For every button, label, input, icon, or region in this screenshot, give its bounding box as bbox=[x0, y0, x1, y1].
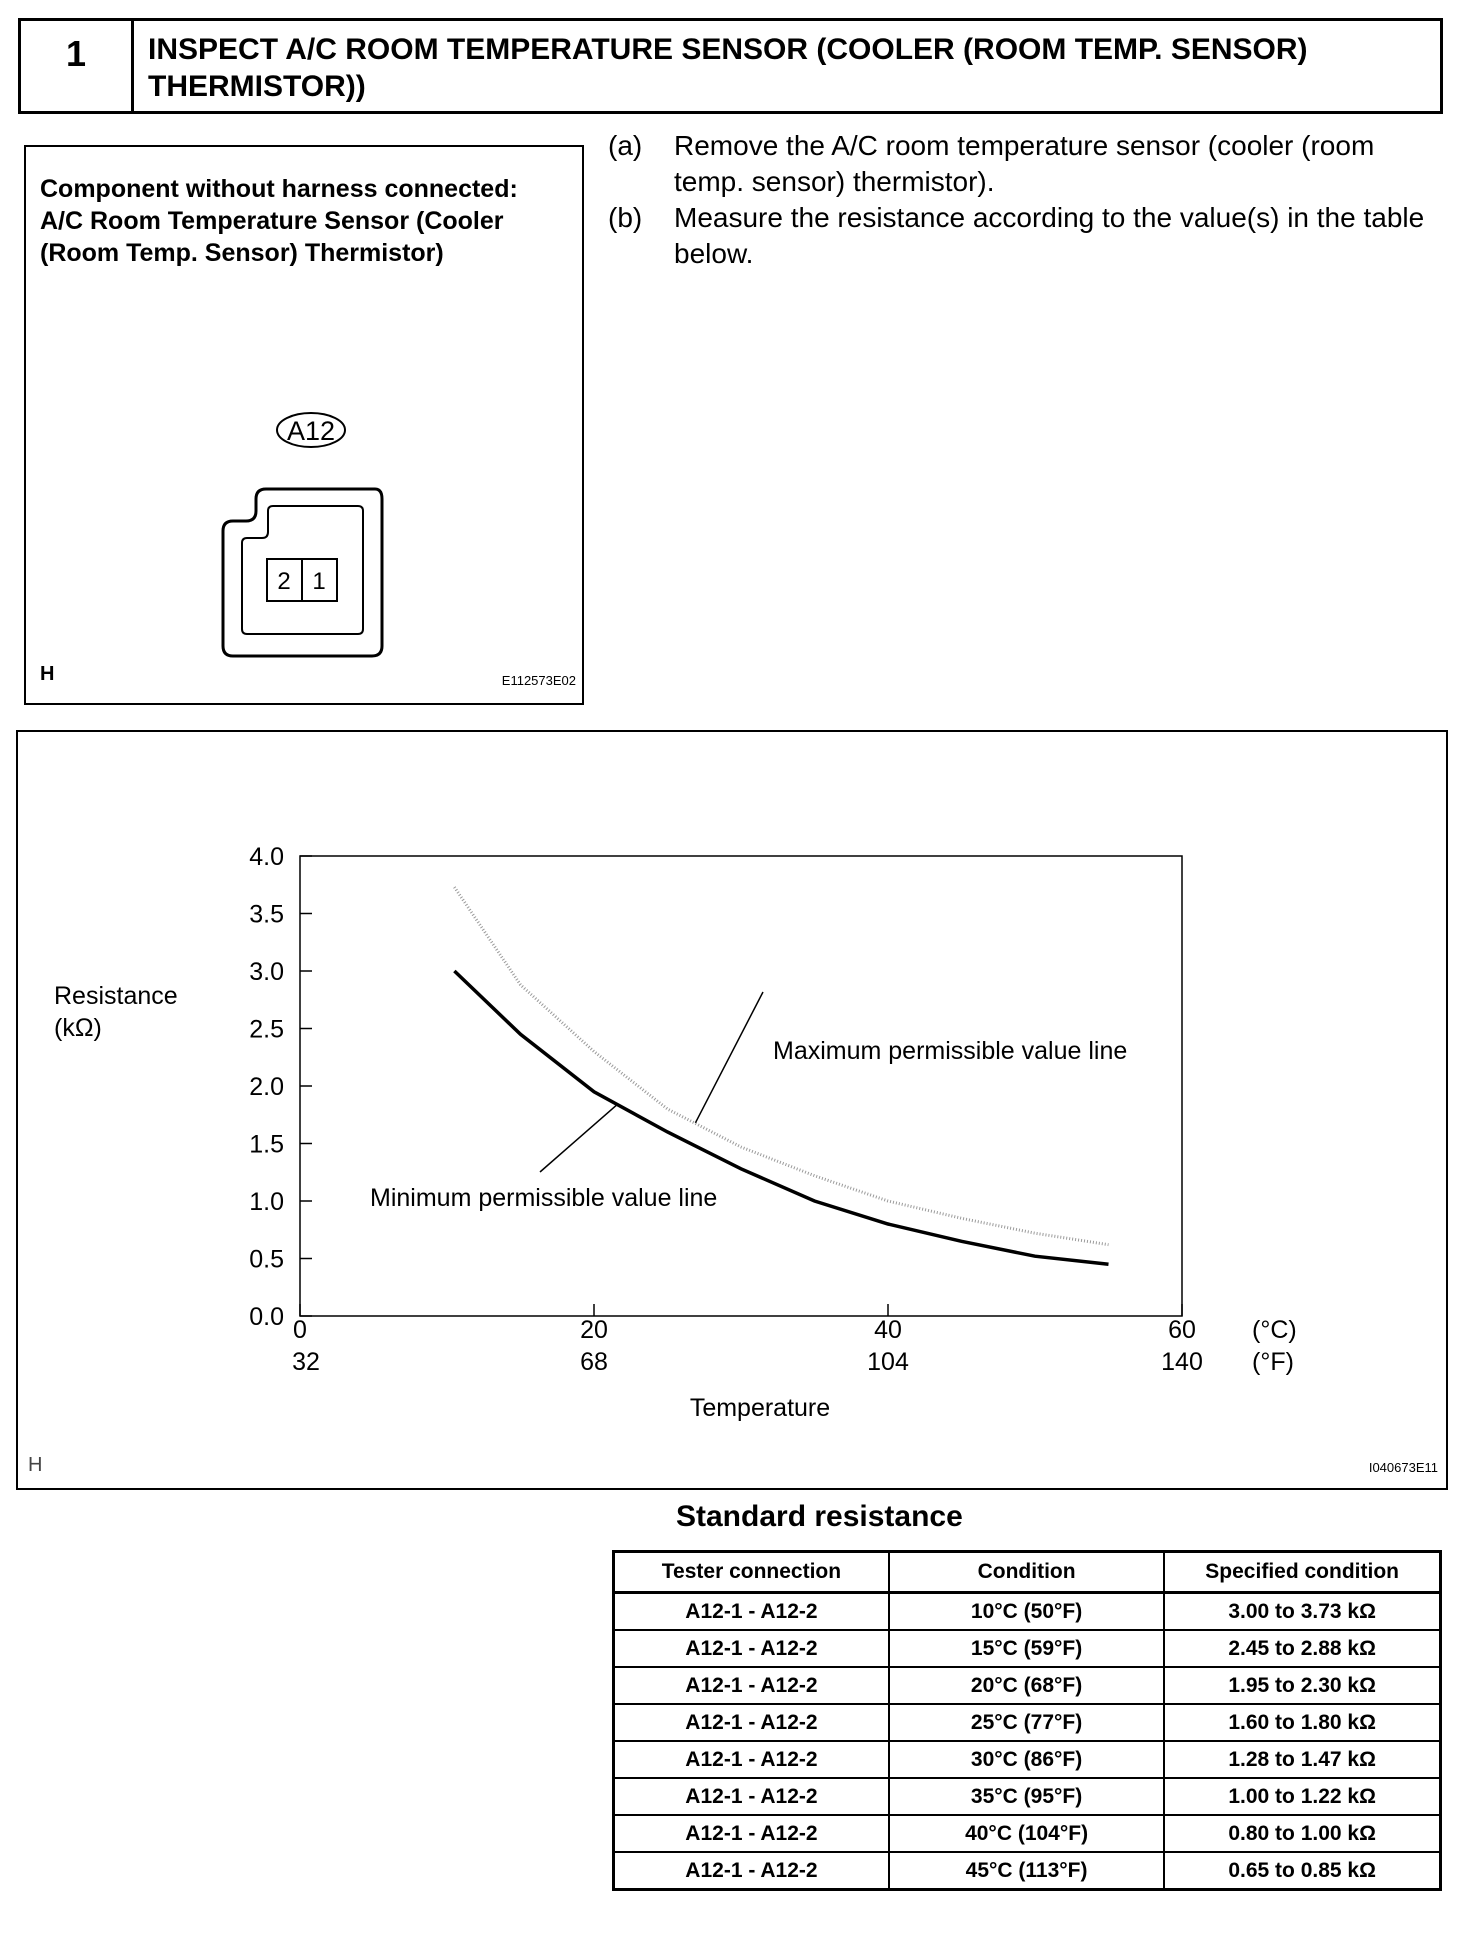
step-title: INSPECT A/C ROOM TEMPERATURE SENSOR (COOLER (ROOM TEMP. SENSOR) THERMISTOR)) bbox=[148, 33, 1308, 103]
y-tick-label: 1.5 bbox=[249, 1130, 284, 1159]
cell-specified: 3.00 to 3.73 kΩ bbox=[1164, 1593, 1440, 1631]
cell-connection: A12-1 - A12-2 bbox=[614, 1667, 889, 1704]
y-tick-label: 0.5 bbox=[249, 1245, 284, 1274]
figure-corner-letter: H bbox=[28, 1454, 43, 1476]
connector-diagram bbox=[26, 147, 586, 707]
annotation-minimum: Minimum permissible value line bbox=[370, 1184, 718, 1212]
cell-condition: 30°C (86°F) bbox=[889, 1741, 1164, 1778]
cell-condition: 25°C (77°F) bbox=[889, 1704, 1164, 1741]
table-row bbox=[614, 1704, 1441, 1741]
annotation-maximum: Maximum permissible value line bbox=[773, 1037, 1128, 1065]
column-header: Tester connection bbox=[614, 1552, 889, 1593]
cell-connection: A12-1 - A12-2 bbox=[614, 1741, 889, 1778]
cell-specified: 0.80 to 1.00 kΩ bbox=[1164, 1815, 1440, 1852]
cell-connection: A12-1 - A12-2 bbox=[614, 1630, 889, 1667]
plot-area bbox=[300, 856, 1182, 1316]
x-tick-label-fahrenheit: 68 bbox=[580, 1348, 608, 1376]
series-minimum-line bbox=[454, 971, 1108, 1264]
leader-maximum bbox=[695, 992, 763, 1123]
table-row bbox=[614, 1815, 1441, 1852]
table-header-row bbox=[614, 1552, 1441, 1593]
x-tick-label-celsius: 0 bbox=[293, 1316, 307, 1344]
figure-id: E112573E02 bbox=[501, 673, 576, 688]
pin-label: 1 bbox=[312, 568, 326, 595]
component-figure bbox=[24, 145, 584, 705]
instruction-text: Measure the resistance according to the value(s) in the table below. bbox=[674, 202, 1425, 269]
table-row bbox=[614, 1593, 1441, 1631]
y-tick-label: 0.0 bbox=[249, 1303, 284, 1331]
table-row bbox=[614, 1778, 1441, 1815]
cell-connection: A12-1 - A12-2 bbox=[614, 1593, 889, 1631]
cell-specified: 1.60 to 1.80 kΩ bbox=[1164, 1704, 1440, 1741]
cell-connection: A12-1 - A12-2 bbox=[614, 1778, 889, 1815]
step-header bbox=[18, 18, 1443, 114]
x-axis-label: Temperature bbox=[689, 1394, 831, 1422]
table-row bbox=[614, 1741, 1441, 1778]
cell-condition: 40°C (104°F) bbox=[889, 1815, 1164, 1852]
cell-connection: A12-1 - A12-2 bbox=[614, 1704, 889, 1741]
y-axis-label: Resistance bbox=[54, 982, 178, 1010]
figure-corner-letter: H bbox=[40, 663, 55, 685]
pin-label: 2 bbox=[277, 568, 291, 595]
column-header: Condition bbox=[889, 1552, 1164, 1593]
table-row bbox=[614, 1667, 1441, 1704]
cell-condition: 20°C (68°F) bbox=[889, 1667, 1164, 1704]
cell-specified: 1.00 to 1.22 kΩ bbox=[1164, 1778, 1440, 1815]
instructions bbox=[608, 128, 1438, 272]
x-tick-label-celsius: 40 bbox=[874, 1316, 902, 1344]
cell-specified: 2.45 to 2.88 kΩ bbox=[1164, 1630, 1440, 1667]
x-tick-label-celsius: 60 bbox=[1168, 1316, 1196, 1344]
standard-resistance-table bbox=[612, 1550, 1442, 1891]
x-tick-label-fahrenheit: 32 bbox=[292, 1348, 320, 1376]
cell-condition: 45°C (113°F) bbox=[889, 1852, 1164, 1890]
leader-minimum bbox=[540, 1106, 616, 1172]
column-header: Specified condition bbox=[1164, 1552, 1440, 1593]
cell-connection: A12-1 - A12-2 bbox=[614, 1815, 889, 1852]
y-tick-label: 1.0 bbox=[249, 1188, 284, 1216]
connector-label: A12 bbox=[286, 416, 336, 446]
y-axis-label-unit: (kΩ) bbox=[54, 1014, 102, 1042]
caption-line: Component without harness connected: bbox=[40, 175, 518, 203]
table-title: Standard resistance bbox=[676, 1500, 963, 1533]
y-tick-label: 4.0 bbox=[249, 843, 284, 871]
cell-condition: 35°C (95°F) bbox=[889, 1778, 1164, 1815]
caption-line: (Room Temp. Sensor) Thermistor) bbox=[40, 239, 444, 267]
step-number: 1 bbox=[21, 21, 134, 111]
instruction-text: Remove the A/C room temperature sensor (cooler (room temp. sensor) thermistor). bbox=[674, 130, 1375, 197]
x-tick-label-celsius: 20 bbox=[580, 1316, 608, 1344]
table-row bbox=[614, 1630, 1441, 1667]
cell-specified: 0.65 to 0.85 kΩ bbox=[1164, 1852, 1440, 1890]
resistance-chart bbox=[18, 732, 1446, 1488]
table-row bbox=[614, 1852, 1441, 1890]
x-unit-fahrenheit: (°F) bbox=[1252, 1348, 1294, 1376]
cell-condition: 15°C (59°F) bbox=[889, 1630, 1164, 1667]
cell-specified: 1.28 to 1.47 kΩ bbox=[1164, 1741, 1440, 1778]
caption-line: A/C Room Temperature Sensor (Cooler bbox=[40, 207, 504, 235]
instruction-letter: (b) bbox=[608, 202, 643, 233]
x-tick-label-fahrenheit: 140 bbox=[1161, 1348, 1203, 1376]
x-tick-label-fahrenheit: 104 bbox=[867, 1348, 909, 1376]
figure-id: I040673E11 bbox=[1368, 1460, 1438, 1475]
resistance-chart-figure bbox=[16, 730, 1448, 1490]
instruction-item bbox=[608, 200, 1438, 272]
x-unit-celsius: (°C) bbox=[1252, 1316, 1297, 1344]
y-tick-label: 3.5 bbox=[249, 900, 284, 929]
cell-specified: 1.95 to 2.30 kΩ bbox=[1164, 1667, 1440, 1704]
y-tick-label: 3.0 bbox=[249, 958, 284, 986]
instruction-item bbox=[608, 128, 1438, 200]
cell-condition: 10°C (50°F) bbox=[889, 1593, 1164, 1631]
instruction-letter: (a) bbox=[608, 130, 643, 161]
y-tick-label: 2.5 bbox=[249, 1015, 284, 1044]
cell-connection: A12-1 - A12-2 bbox=[614, 1852, 889, 1890]
y-tick-label: 2.0 bbox=[249, 1073, 284, 1101]
